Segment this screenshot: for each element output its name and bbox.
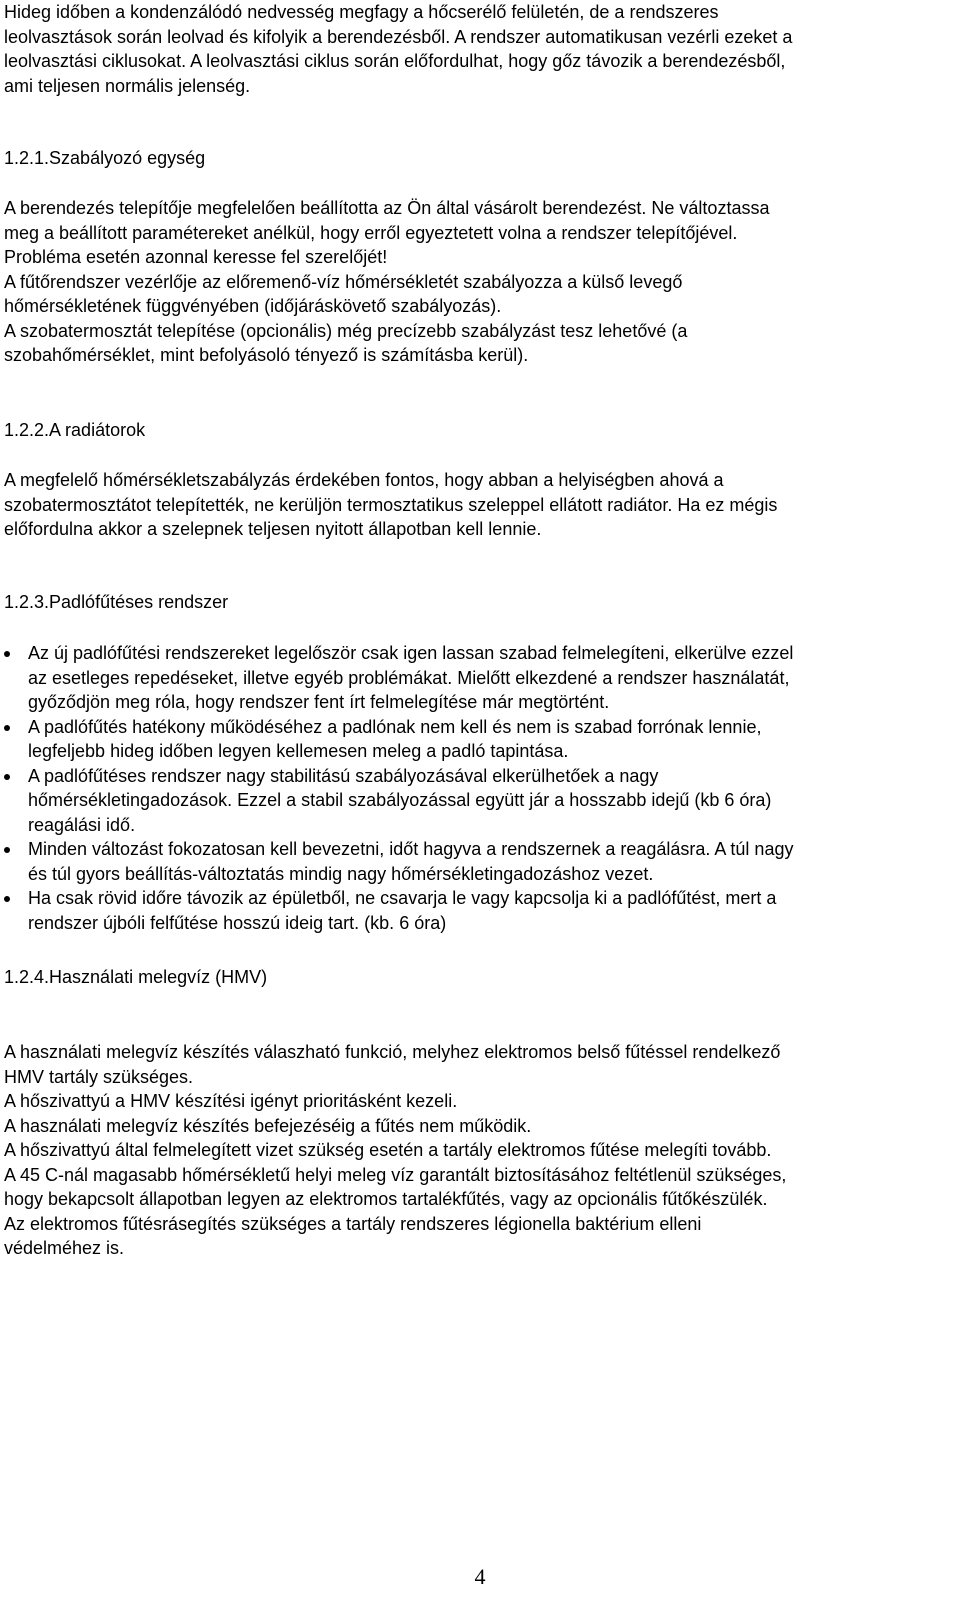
- text-line: A padlófűtéses rendszer nagy stabilitású szabályozásával elkerülhetőek a nagy: [28, 765, 659, 786]
- section-heading: 1.2.3.Padlófűtéses rendszer: [4, 592, 229, 612]
- text-line: A berendezés telepítője megfelelően beállította az Ön által vásárolt berendezést. Ne változtassa: [4, 198, 770, 218]
- list-item: [4, 641, 793, 715]
- section-124-paragraph: [4, 1040, 786, 1261]
- list-item: [4, 886, 793, 935]
- text-line: Az elektromos fűtésrásegítés szükséges a tartály rendszeres légionella baktérium elleni: [4, 1213, 702, 1234]
- text-line: A szobatermosztát telepítése (opcionális) még precízebb szabályzást tesz lehetővé (a: [4, 320, 688, 341]
- section-heading: 1.2.4.Használati melegvíz (HMV): [4, 967, 268, 987]
- text-line: A hőszivattyú által felmelegített vizet szükség esetén a tartály elektromos fűtése melegíti tovább.: [4, 1140, 772, 1160]
- text-line: Ha csak rövid időre távozik az épületből, ne csavarja le vagy kapcsolja ki a padlófűtést, mert a: [28, 888, 777, 908]
- bullet-icon: [4, 651, 10, 657]
- text-line: győződjön meg róla, hogy rendszer fent írt felmelegítése már megtörtént.: [28, 692, 610, 712]
- bullet-icon: [4, 774, 10, 780]
- section-122-paragraph: [4, 468, 777, 542]
- text-line: A megfelelő hőmérsékletszabályzás érdekében fontos, hogy abban a helyiségben ahová a: [4, 470, 724, 490]
- section-heading: 1.2.2.A radiátorok: [4, 420, 146, 440]
- text-line: Hideg időben a kondenzálódó nedvesség megfagy a hőcserélő felületén, de a rendszeres: [4, 2, 719, 22]
- text-line: hogy bekapcsolt állapotban legyen az elektromos tartalékfűtés, vagy az opcionális fűtőkészülék.: [4, 1189, 768, 1209]
- text-line: A használati melegvíz készítés válaszható funkció, melyhez elektromos belső fűtéssel rendelkező: [4, 1042, 781, 1062]
- text-line: A padlófűtés hatékony működéséhez a padlónak nem kell és nem is szabad forrónak lennie,: [28, 716, 762, 737]
- page-number: 4: [474, 1564, 486, 1589]
- list-item: [4, 715, 793, 764]
- text-line: előfordulna akkor a szelepnek teljesen nyitott állapotban kell lennie.: [4, 519, 542, 539]
- text-line: és túl gyors beállítás-változtatás mindig nagy hőmérsékletingadozáshoz vezet.: [28, 863, 654, 884]
- section-121-paragraph: [4, 196, 769, 368]
- text-line: hőmérsékletének függvényében (időjáráskövető szabályozás).: [4, 296, 502, 316]
- intro-paragraph: [4, 0, 792, 98]
- text-line: ami teljesen normális jelenség.: [4, 75, 251, 96]
- text-line: Probléma esetén azonnal keresse fel szerelőjét!: [4, 247, 388, 267]
- text-line: leolvasztási ciklusokat. A leolvasztási ciklus során előfordulhat, hogy gőz távozik a berendezésből,: [4, 51, 786, 71]
- text-line: A hőszivattyú a HMV készítési igényt prioritásként kezeli.: [4, 1091, 458, 1111]
- bullet-icon: [4, 847, 10, 853]
- bullet-icon: [4, 725, 10, 731]
- text-line: legfeljebb hideg időben legyen kellemesen meleg a padló tapintása.: [28, 741, 569, 761]
- text-line: leolvasztások során leolvad és kifolyik a berendezésből. A rendszer automatikusan vezérli ezeket a: [4, 26, 793, 47]
- list-item: [4, 837, 793, 886]
- bullet-icon: [4, 896, 10, 902]
- text-line: A használati melegvíz készítés befejezéséig a fűtés nem működik.: [4, 1115, 532, 1136]
- list-item: [4, 764, 793, 838]
- text-line: az esetleges repedéseket, illetve egyéb problémákat. Mielőtt elkezdené a rendszer használatát,: [28, 667, 790, 688]
- text-line: Az új padlófűtési rendszereket legelőször csak igen lassan szabad felmelegíteni, elkerülve ezzel: [28, 643, 794, 663]
- text-line: Minden változást fokozatosan kell bevezetni, időt hagyva a rendszernek a reagálásra. A túl nagy: [28, 839, 794, 859]
- text-line: szobatermosztátot telepítették, ne kerüljön termosztatikus szeleppel ellátott radiátor. Ha ez mégis: [4, 494, 778, 515]
- text-line: rendszer újbóli felfűtése hosszú ideig tart. (kb. 6 óra): [28, 912, 447, 933]
- text-line: szobahőmérséklet, mint befolyásoló tényező is számításba kerül).: [4, 345, 529, 365]
- text-line: védelméhez is.: [4, 1238, 125, 1258]
- text-line: reagálási idő.: [28, 814, 136, 835]
- bullet-list: [4, 641, 793, 935]
- text-line: HMV tartály szükséges.: [4, 1066, 194, 1087]
- text-line: meg a beállított paramétereket anélkül, hogy erről egyeztetett volna a rendszer telepítőjével.: [4, 222, 738, 243]
- text-line: A fűtőrendszer vezérlője az előremenő-víz hőmérsékletét szabályozza a külső levegő: [4, 271, 683, 292]
- text-line: hőmérsékletingadozások. Ezzel a stabil szabályozással együtt jár a hosszabb idejű (kb 6 óra): [28, 790, 772, 810]
- section-heading: 1.2.1.Szabályozó egység: [4, 148, 206, 168]
- text-line: A 45 C-nál magasabb hőmérsékletű helyi meleg víz garantált biztosításához feltétlenül szükséges,: [4, 1164, 787, 1185]
